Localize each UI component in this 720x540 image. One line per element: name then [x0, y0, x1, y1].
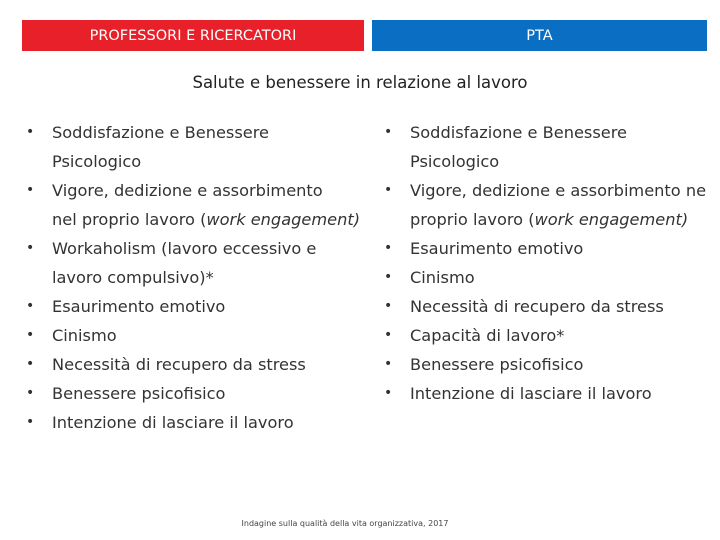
bullet-icon: •	[26, 124, 35, 140]
bullet-icon: •	[26, 356, 35, 372]
bullet-icon: •	[384, 298, 393, 314]
bullet-icon: •	[384, 269, 393, 285]
list-item: • Vigore, dedizione e assorbimento ne proprio lavoro (work engagement)	[380, 176, 710, 234]
list-item: • Esaurimento emotivo	[22, 292, 362, 321]
bullet-icon: •	[384, 385, 393, 401]
pta-list	[380, 118, 710, 408]
list-item: • Soddisfazione e Benessere Psicologico	[380, 118, 710, 176]
bullet-icon: •	[26, 298, 35, 314]
list-item: • Benessere psicofisico	[22, 379, 362, 408]
professori-header	[22, 20, 364, 51]
bullet-icon: •	[384, 327, 393, 343]
bullet-icon: •	[384, 356, 393, 372]
bullet-icon: •	[26, 240, 35, 256]
list-item: • Cinismo	[22, 321, 362, 350]
professori-list	[22, 118, 362, 437]
list-item: • Vigore, dedizione e assorbimento nel proprio lavoro (work engagement)	[22, 176, 362, 234]
list-item: • Cinismo	[380, 263, 710, 292]
list-item: • Soddisfazione e Benessere Psicologico	[22, 118, 362, 176]
bullet-icon: •	[384, 124, 393, 140]
bullet-icon: •	[26, 414, 35, 430]
list-item: • Workaholism (lavoro eccessivo e lavoro compulsivo)*	[22, 234, 362, 292]
list-item: • Necessità di recupero da stress	[22, 350, 362, 379]
bullet-icon: •	[26, 327, 35, 343]
list-item: • Esaurimento emotivo	[380, 234, 710, 263]
list-item: • Intenzione di lasciare il lavoro	[22, 408, 362, 437]
bullet-icon: •	[26, 182, 35, 198]
bullet-icon: •	[384, 240, 393, 256]
list-item: • Intenzione di lasciare il lavoro	[380, 379, 710, 408]
pta-header-label: PTA	[526, 27, 553, 44]
pta-header	[372, 20, 707, 51]
list-item: • Capacità di lavoro*	[380, 321, 710, 350]
footer-note: Indagine sulla qualità della vita organizzativa, 2017	[241, 519, 449, 528]
professori-header-label: PROFESSORI E RICERCATORI	[89, 27, 297, 44]
bullet-icon: •	[384, 182, 393, 198]
list-item: • Necessità di recupero da stress	[380, 292, 710, 321]
bullet-icon: •	[26, 385, 35, 401]
page-title: Salute e benessere in relazione al lavoro	[192, 73, 528, 92]
list-item: • Benessere psicofisico	[380, 350, 710, 379]
